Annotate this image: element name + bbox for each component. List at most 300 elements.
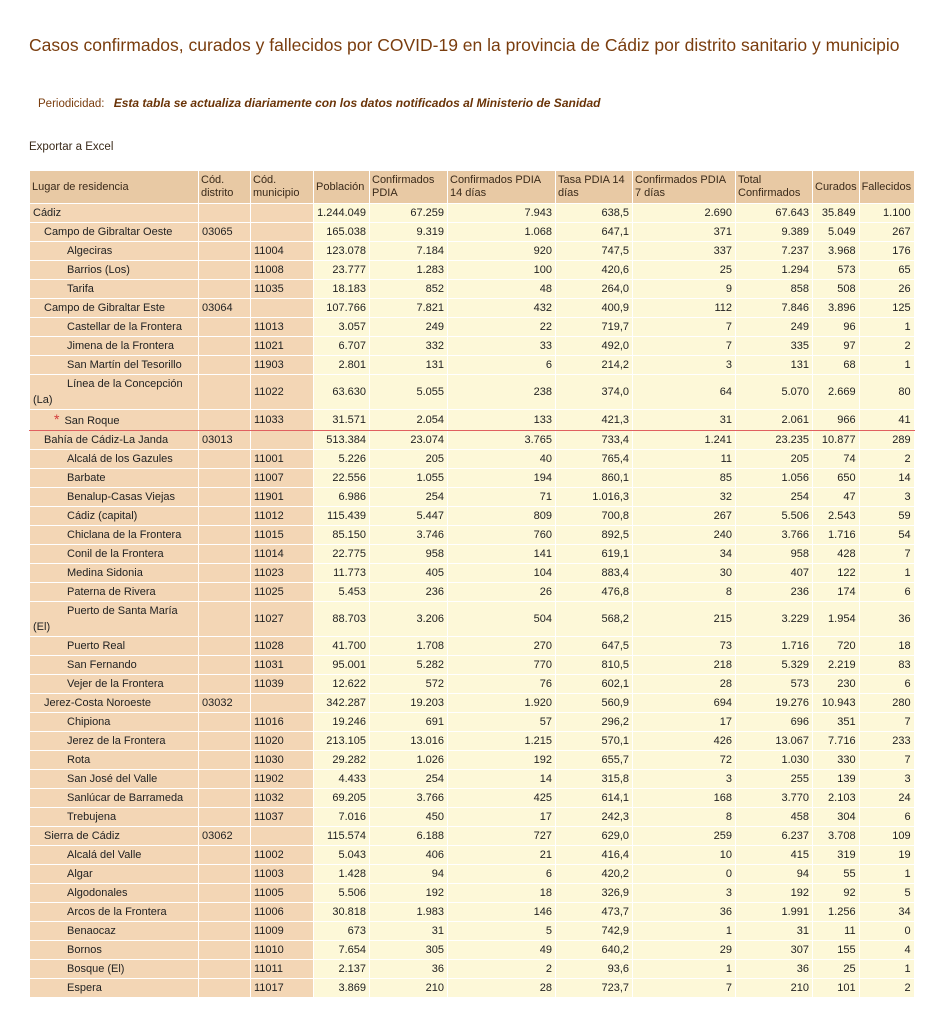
header-confirmados-7[interactable]: Confirmados PDIA 7 días xyxy=(633,171,736,204)
header-cod-distrito[interactable]: Cód. distrito xyxy=(199,171,251,204)
cell-curados: 10.943 xyxy=(813,694,860,713)
cell-cod-distrito xyxy=(199,261,251,280)
cell-confirmados-7: 267 xyxy=(633,507,736,526)
lugar-name: Trebujena xyxy=(67,811,117,823)
cell-tasa-14: 560,9 xyxy=(556,694,633,713)
cell-confirmados-7: 10 xyxy=(633,846,736,865)
cell-confirmados-pdia: 332 xyxy=(370,337,448,356)
cell-confirmados-14: 1.068 xyxy=(448,223,556,242)
cell-confirmados-14: 18 xyxy=(448,884,556,903)
lugar-name: Bahía de Cádiz-La Janda xyxy=(44,434,169,446)
cell-cod-municipio xyxy=(251,204,314,223)
cell-poblacion: 19.246 xyxy=(314,713,370,732)
cell-fallecidos: 1 xyxy=(859,865,914,884)
lugar-name: San José del Valle xyxy=(67,773,158,785)
cell-curados: 5.049 xyxy=(813,223,860,242)
cell-confirmados-pdia: 23.074 xyxy=(370,431,448,450)
cell-poblacion: 115.439 xyxy=(314,507,370,526)
lugar-name: Benaocaz xyxy=(67,925,116,937)
cell-total-confirmados: 5.070 xyxy=(736,375,813,410)
cell-confirmados-7: 36 xyxy=(633,903,736,922)
cell-cod-distrito xyxy=(199,732,251,751)
lugar-name: Castellar de la Frontera xyxy=(67,321,182,333)
header-fallecidos[interactable]: Fallecidos xyxy=(859,171,914,204)
cell-total-confirmados: 249 xyxy=(736,318,813,337)
cell-confirmados-pdia: 405 xyxy=(370,564,448,583)
cell-lugar xyxy=(30,450,199,469)
cell-curados: 2.219 xyxy=(813,656,860,675)
cell-curados: 330 xyxy=(813,751,860,770)
cell-lugar xyxy=(30,694,199,713)
cell-confirmados-7: 64 xyxy=(633,375,736,410)
cell-confirmados-pdia: 249 xyxy=(370,318,448,337)
cell-confirmados-7: 11 xyxy=(633,450,736,469)
cell-cod-distrito xyxy=(199,960,251,979)
cell-poblacion: 213.105 xyxy=(314,732,370,751)
cell-confirmados-pdia: 1.055 xyxy=(370,469,448,488)
cell-tasa-14: 420,6 xyxy=(556,261,633,280)
cell-curados: 2.103 xyxy=(813,789,860,808)
cell-poblacion: 85.150 xyxy=(314,526,370,545)
lugar-name: Algeciras xyxy=(67,245,113,257)
cell-fallecidos: 2 xyxy=(859,450,914,469)
cell-confirmados-7: 1 xyxy=(633,960,736,979)
cell-confirmados-7: 31 xyxy=(633,410,736,431)
cell-confirmados-pdia: 192 xyxy=(370,884,448,903)
cell-cod-distrito: 03065 xyxy=(199,223,251,242)
cell-total-confirmados: 696 xyxy=(736,713,813,732)
cell-cod-distrito xyxy=(199,751,251,770)
cell-curados: 2.543 xyxy=(813,507,860,526)
cell-confirmados-7: 1 xyxy=(633,922,736,941)
cell-curados: 96 xyxy=(813,318,860,337)
cell-confirmados-7: 34 xyxy=(633,545,736,564)
cell-cod-distrito xyxy=(199,410,251,431)
cell-fallecidos: 54 xyxy=(859,526,914,545)
cell-confirmados-14: 920 xyxy=(448,242,556,261)
table-row xyxy=(30,223,915,242)
lugar-name: Benalup-Casas Viejas xyxy=(67,491,176,503)
cell-confirmados-7: 112 xyxy=(633,299,736,318)
cell-confirmados-14: 22 xyxy=(448,318,556,337)
cell-cod-municipio: 11023 xyxy=(251,564,314,583)
cell-curados: 55 xyxy=(813,865,860,884)
cell-cod-distrito xyxy=(199,507,251,526)
header-total-confirmados[interactable]: Total Confirmados xyxy=(736,171,813,204)
cell-cod-municipio: 11903 xyxy=(251,356,314,375)
cell-cod-municipio: 11011 xyxy=(251,960,314,979)
cell-curados: 720 xyxy=(813,637,860,656)
cell-total-confirmados: 5.506 xyxy=(736,507,813,526)
cell-cod-municipio xyxy=(251,223,314,242)
cell-fallecidos: 1 xyxy=(859,318,914,337)
cell-fallecidos: 6 xyxy=(859,583,914,602)
export-excel-link[interactable]: Exportar a Excel xyxy=(29,141,114,153)
cell-poblacion: 5.506 xyxy=(314,884,370,903)
cell-poblacion: 22.556 xyxy=(314,469,370,488)
cell-fallecidos: 18 xyxy=(859,637,914,656)
cell-cod-municipio: 11013 xyxy=(251,318,314,337)
cell-cod-distrito xyxy=(199,675,251,694)
cell-cod-municipio xyxy=(251,827,314,846)
cell-cod-municipio xyxy=(251,431,314,450)
cell-confirmados-pdia: 958 xyxy=(370,545,448,564)
cell-total-confirmados: 1.991 xyxy=(736,903,813,922)
cell-confirmados-14: 238 xyxy=(448,375,556,410)
cell-lugar xyxy=(30,410,199,431)
cell-total-confirmados: 1.056 xyxy=(736,469,813,488)
cell-cod-municipio: 11037 xyxy=(251,808,314,827)
cell-confirmados-pdia: 36 xyxy=(370,960,448,979)
cell-confirmados-pdia: 131 xyxy=(370,356,448,375)
cell-confirmados-7: 3 xyxy=(633,884,736,903)
cell-confirmados-7: 29 xyxy=(633,941,736,960)
cell-total-confirmados: 67.643 xyxy=(736,204,813,223)
cell-confirmados-pdia: 9.319 xyxy=(370,223,448,242)
cell-curados: 319 xyxy=(813,846,860,865)
cell-curados: 230 xyxy=(813,675,860,694)
cell-cod-municipio: 11020 xyxy=(251,732,314,751)
lugar-name: Espera xyxy=(67,982,102,994)
lugar-name: Alcalá de los Gazules xyxy=(67,453,173,465)
lugar-name: Rota xyxy=(67,754,91,766)
cell-total-confirmados: 192 xyxy=(736,884,813,903)
cell-poblacion: 6.986 xyxy=(314,488,370,507)
cell-total-confirmados: 5.329 xyxy=(736,656,813,675)
cell-tasa-14: 629,0 xyxy=(556,827,633,846)
cell-poblacion: 95.001 xyxy=(314,656,370,675)
cell-confirmados-14: 425 xyxy=(448,789,556,808)
cell-poblacion: 1.428 xyxy=(314,865,370,884)
cell-curados: 74 xyxy=(813,450,860,469)
table-row xyxy=(30,789,915,808)
cell-fallecidos: 19 xyxy=(859,846,914,865)
cell-cod-municipio: 11039 xyxy=(251,675,314,694)
cell-tasa-14: 647,5 xyxy=(556,637,633,656)
cell-poblacion: 673 xyxy=(314,922,370,941)
cell-lugar xyxy=(30,583,199,602)
table-row xyxy=(30,204,915,223)
cell-cod-municipio: 11001 xyxy=(251,450,314,469)
cell-cod-municipio: 11021 xyxy=(251,337,314,356)
table-row xyxy=(30,694,915,713)
cell-cod-distrito xyxy=(199,846,251,865)
cell-poblacion: 7.654 xyxy=(314,941,370,960)
cell-fallecidos: 59 xyxy=(859,507,914,526)
cell-curados: 3.896 xyxy=(813,299,860,318)
cell-confirmados-7: 72 xyxy=(633,751,736,770)
cell-curados: 2.669 xyxy=(813,375,860,410)
cell-fallecidos: 3 xyxy=(859,488,914,507)
cell-confirmados-7: 7 xyxy=(633,979,736,998)
lugar-name: Bornos xyxy=(67,944,102,956)
cell-fallecidos: 2 xyxy=(859,337,914,356)
cell-lugar xyxy=(30,884,199,903)
cell-tasa-14: 723,7 xyxy=(556,979,633,998)
cell-confirmados-pdia: 205 xyxy=(370,450,448,469)
cell-curados: 7.716 xyxy=(813,732,860,751)
cell-poblacion: 165.038 xyxy=(314,223,370,242)
lugar-name: Arcos de la Frontera xyxy=(67,906,167,918)
table-row xyxy=(30,431,915,450)
cell-lugar xyxy=(30,770,199,789)
cell-cod-municipio: 11002 xyxy=(251,846,314,865)
cell-poblacion: 3.057 xyxy=(314,318,370,337)
cell-lugar xyxy=(30,337,199,356)
cell-tasa-14: 93,6 xyxy=(556,960,633,979)
cell-curados: 10.877 xyxy=(813,431,860,450)
cell-poblacion: 5.043 xyxy=(314,846,370,865)
cell-lugar xyxy=(30,713,199,732)
lugar-name: Campo de Gibraltar Este xyxy=(44,302,166,314)
lugar-name: Barbate xyxy=(67,472,106,484)
cell-poblacion: 3.869 xyxy=(314,979,370,998)
cell-tasa-14: 264,0 xyxy=(556,280,633,299)
cell-curados: 139 xyxy=(813,770,860,789)
cell-confirmados-pdia: 1.026 xyxy=(370,751,448,770)
cell-curados: 1.954 xyxy=(813,602,860,637)
cell-confirmados-pdia: 2.054 xyxy=(370,410,448,431)
cell-fallecidos: 7 xyxy=(859,545,914,564)
cell-confirmados-14: 5 xyxy=(448,922,556,941)
cell-confirmados-pdia: 5.055 xyxy=(370,375,448,410)
lugar-name-suffix: (El) xyxy=(33,620,51,633)
cell-confirmados-14: 71 xyxy=(448,488,556,507)
table-row xyxy=(30,242,915,261)
cell-lugar xyxy=(30,846,199,865)
cell-curados: 47 xyxy=(813,488,860,507)
cell-confirmados-7: 215 xyxy=(633,602,736,637)
cell-total-confirmados: 958 xyxy=(736,545,813,564)
cell-confirmados-pdia: 236 xyxy=(370,583,448,602)
cell-cod-municipio: 11028 xyxy=(251,637,314,656)
cell-confirmados-7: 30 xyxy=(633,564,736,583)
cell-poblacion: 2.137 xyxy=(314,960,370,979)
cell-poblacion: 5.226 xyxy=(314,450,370,469)
cell-confirmados-14: 76 xyxy=(448,675,556,694)
lugar-name: Paterna de Rivera xyxy=(67,586,156,598)
cell-confirmados-14: 192 xyxy=(448,751,556,770)
cell-confirmados-7: 85 xyxy=(633,469,736,488)
cell-total-confirmados: 131 xyxy=(736,356,813,375)
cell-curados: 304 xyxy=(813,808,860,827)
cell-tasa-14: 747,5 xyxy=(556,242,633,261)
cell-total-confirmados: 1.294 xyxy=(736,261,813,280)
table-row xyxy=(30,751,915,770)
cell-confirmados-14: 17 xyxy=(448,808,556,827)
table-row xyxy=(30,884,915,903)
cell-tasa-14: 374,0 xyxy=(556,375,633,410)
cell-confirmados-7: 17 xyxy=(633,713,736,732)
table-row xyxy=(30,337,915,356)
cell-tasa-14: 614,1 xyxy=(556,789,633,808)
lugar-name: Algar xyxy=(67,868,93,880)
cell-confirmados-pdia: 210 xyxy=(370,979,448,998)
table-row xyxy=(30,827,915,846)
table-body xyxy=(30,204,915,998)
cell-total-confirmados: 13.067 xyxy=(736,732,813,751)
periodicidad-note xyxy=(38,96,600,110)
cell-lugar xyxy=(30,675,199,694)
cell-lugar xyxy=(30,318,199,337)
cell-lugar xyxy=(30,280,199,299)
header-cod-municipio[interactable]: Cód. municipio xyxy=(251,171,314,204)
table-row xyxy=(30,637,915,656)
cell-confirmados-pdia: 3.746 xyxy=(370,526,448,545)
cell-lugar xyxy=(30,979,199,998)
table-row xyxy=(30,808,915,827)
cell-confirmados-7: 8 xyxy=(633,583,736,602)
lugar-name: Barrios (Los) xyxy=(67,264,130,276)
cell-confirmados-pdia: 572 xyxy=(370,675,448,694)
table-row xyxy=(30,846,915,865)
cell-lugar xyxy=(30,732,199,751)
table-row xyxy=(30,450,915,469)
cell-cod-municipio: 11015 xyxy=(251,526,314,545)
cell-cod-municipio: 11016 xyxy=(251,713,314,732)
cell-confirmados-7: 3 xyxy=(633,356,736,375)
table-row xyxy=(30,280,915,299)
cell-curados: 122 xyxy=(813,564,860,583)
cell-fallecidos: 36 xyxy=(859,602,914,637)
cell-confirmados-14: 48 xyxy=(448,280,556,299)
cell-confirmados-7: 218 xyxy=(633,656,736,675)
header-tasa-14[interactable]: Tasa PDIA 14 días xyxy=(556,171,633,204)
cell-cod-distrito xyxy=(199,922,251,941)
cell-confirmados-pdia: 3.206 xyxy=(370,602,448,637)
cell-curados: 428 xyxy=(813,545,860,564)
cell-cod-municipio: 11027 xyxy=(251,602,314,637)
cell-total-confirmados: 3.766 xyxy=(736,526,813,545)
cell-poblacion: 22.775 xyxy=(314,545,370,564)
lugar-name: Medina Sidonia xyxy=(67,567,143,579)
cell-fallecidos: 1 xyxy=(859,564,914,583)
cell-fallecidos: 34 xyxy=(859,903,914,922)
cell-poblacion: 4.433 xyxy=(314,770,370,789)
cell-tasa-14: 733,4 xyxy=(556,431,633,450)
cell-confirmados-7: 240 xyxy=(633,526,736,545)
cell-confirmados-7: 426 xyxy=(633,732,736,751)
lugar-name: San Fernando xyxy=(67,659,137,671)
cell-confirmados-14: 146 xyxy=(448,903,556,922)
cell-total-confirmados: 3.770 xyxy=(736,789,813,808)
cell-lugar xyxy=(30,789,199,808)
table-row xyxy=(30,488,915,507)
cell-confirmados-14: 14 xyxy=(448,770,556,789)
cell-cod-municipio: 11032 xyxy=(251,789,314,808)
cell-confirmados-7: 694 xyxy=(633,694,736,713)
cell-fallecidos: 7 xyxy=(859,751,914,770)
cell-cod-distrito xyxy=(199,770,251,789)
cell-confirmados-pdia: 3.766 xyxy=(370,789,448,808)
cell-curados: 1.256 xyxy=(813,903,860,922)
cell-fallecidos: 6 xyxy=(859,808,914,827)
cell-fallecidos: 1 xyxy=(859,960,914,979)
cell-confirmados-7: 259 xyxy=(633,827,736,846)
lugar-name: Conil de la Frontera xyxy=(67,548,164,560)
cell-poblacion: 41.700 xyxy=(314,637,370,656)
cell-cod-municipio: 11030 xyxy=(251,751,314,770)
cell-cod-distrito xyxy=(199,450,251,469)
cell-fallecidos: 7 xyxy=(859,713,914,732)
table-row xyxy=(30,602,915,637)
cell-tasa-14: 473,7 xyxy=(556,903,633,922)
cell-confirmados-14: 270 xyxy=(448,637,556,656)
cell-cod-municipio: 11025 xyxy=(251,583,314,602)
cell-cod-municipio: 11008 xyxy=(251,261,314,280)
header-poblacion[interactable]: Población xyxy=(314,171,370,204)
cell-confirmados-7: 8 xyxy=(633,808,736,827)
cell-cod-municipio: 11033 xyxy=(251,410,314,431)
cell-poblacion: 115.574 xyxy=(314,827,370,846)
cell-cod-distrito xyxy=(199,488,251,507)
header-lugar[interactable]: Lugar de residencia xyxy=(30,171,199,204)
cell-total-confirmados: 307 xyxy=(736,941,813,960)
lugar-name: San Martín del Tesorillo xyxy=(67,359,182,371)
cell-lugar xyxy=(30,941,199,960)
cell-confirmados-7: 73 xyxy=(633,637,736,656)
cell-poblacion: 18.183 xyxy=(314,280,370,299)
cell-lugar xyxy=(30,637,199,656)
cell-tasa-14: 647,1 xyxy=(556,223,633,242)
cell-tasa-14: 765,4 xyxy=(556,450,633,469)
cell-confirmados-pdia: 13.016 xyxy=(370,732,448,751)
cell-confirmados-pdia: 1.283 xyxy=(370,261,448,280)
cell-total-confirmados: 2.061 xyxy=(736,410,813,431)
header-curados[interactable]: Curados xyxy=(813,171,860,204)
cell-cod-municipio: 11031 xyxy=(251,656,314,675)
lugar-name: Jerez-Costa Noroeste xyxy=(44,697,151,709)
lugar-name: Sanlúcar de Barrameda xyxy=(67,792,184,804)
lugar-name: Bosque (El) xyxy=(67,963,125,975)
cell-lugar xyxy=(30,751,199,770)
cell-confirmados-14: 727 xyxy=(448,827,556,846)
header-confirmados-14[interactable]: Confirmados PDIA 14 días xyxy=(448,171,556,204)
cell-fallecidos: 24 xyxy=(859,789,914,808)
cell-confirmados-14: 432 xyxy=(448,299,556,318)
cell-fallecidos: 280 xyxy=(859,694,914,713)
cell-confirmados-7: 7 xyxy=(633,318,736,337)
cell-curados: 97 xyxy=(813,337,860,356)
cell-tasa-14: 315,8 xyxy=(556,770,633,789)
cell-cod-distrito xyxy=(199,637,251,656)
table-row xyxy=(30,770,915,789)
header-confirmados-pdia[interactable]: Confirmados PDIA xyxy=(370,171,448,204)
cell-fallecidos: 2 xyxy=(859,979,914,998)
cell-cod-municipio xyxy=(251,299,314,318)
lugar-name: Campo de Gibraltar Oeste xyxy=(44,226,173,238)
cell-tasa-14: 214,2 xyxy=(556,356,633,375)
cell-fallecidos: 26 xyxy=(859,280,914,299)
lugar-name: Cádiz xyxy=(33,207,62,219)
cell-confirmados-14: 194 xyxy=(448,469,556,488)
cell-fallecidos: 233 xyxy=(859,732,914,751)
cell-cod-municipio: 11022 xyxy=(251,375,314,410)
cell-confirmados-7: 2.690 xyxy=(633,204,736,223)
table-row xyxy=(30,979,915,998)
table-row xyxy=(30,732,915,751)
cell-cod-distrito xyxy=(199,526,251,545)
cell-tasa-14: 326,9 xyxy=(556,884,633,903)
cell-confirmados-14: 57 xyxy=(448,713,556,732)
lugar-name: Vejer de la Frontera xyxy=(67,678,164,690)
cell-cod-municipio: 11017 xyxy=(251,979,314,998)
asterisk-marker-icon: * xyxy=(54,411,60,427)
cell-cod-municipio: 11035 xyxy=(251,280,314,299)
cell-cod-distrito: 03064 xyxy=(199,299,251,318)
cell-poblacion: 5.453 xyxy=(314,583,370,602)
cell-total-confirmados: 3.229 xyxy=(736,602,813,637)
